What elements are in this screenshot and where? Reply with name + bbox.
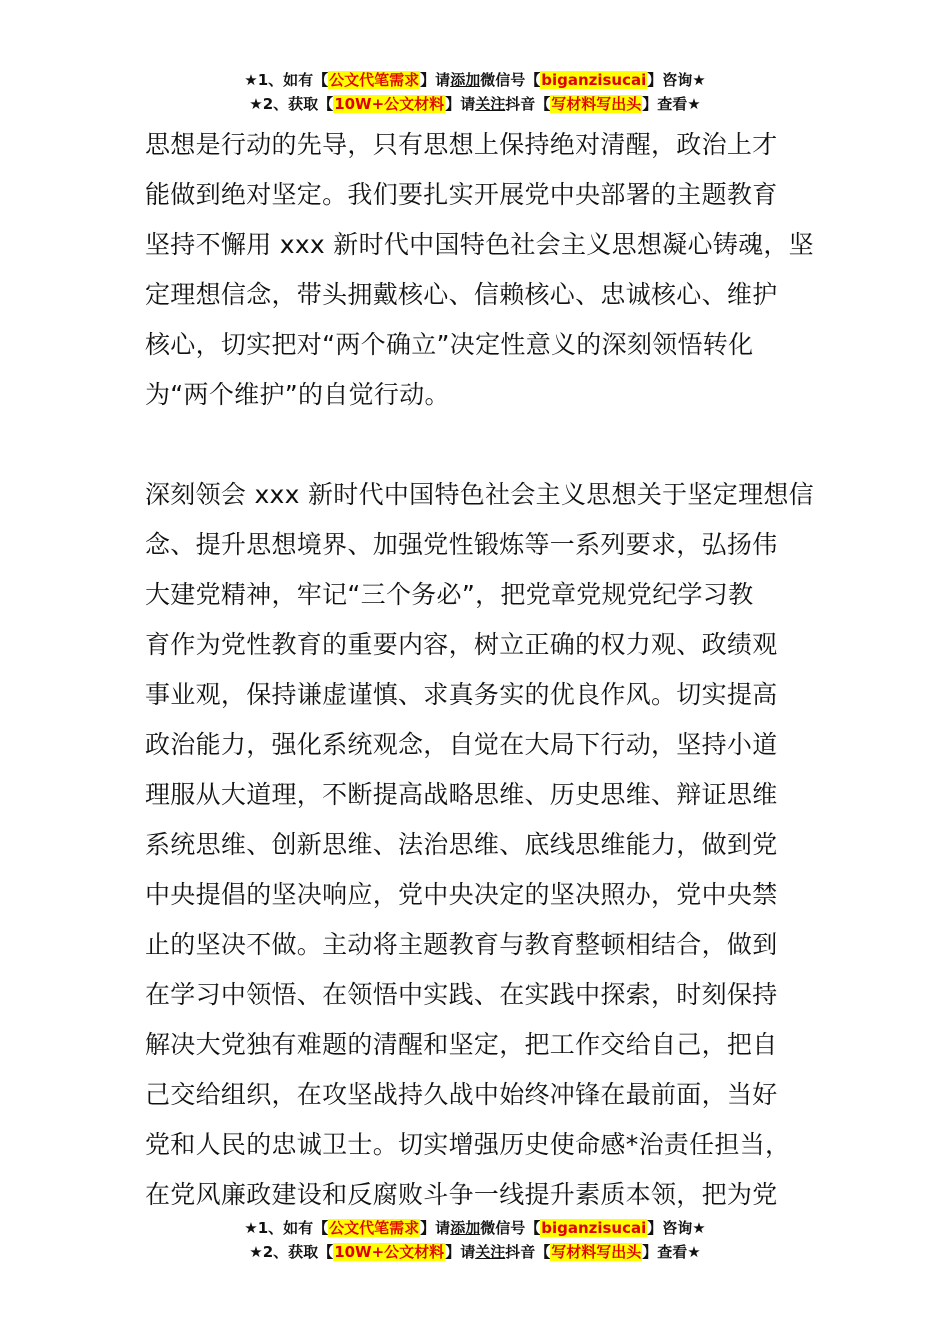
text-line: 育作为党性教育的重要内容，树立正确的权力观、政绩观 [145,630,778,659]
text-line: 在党风廉政建设和反腐败斗争一线提升素质本领，把为党 [145,1180,778,1209]
text-line: 定理想信念，带头拥戴核心、信赖核心、忠诚核心、维护 [145,280,778,309]
promo-text: 】查看★ [642,1243,701,1261]
highlight-materials: 10W+公文材料 [334,1243,445,1261]
text-line: 在学习中领悟、在领悟中实践、在实践中探索，时刻保持 [145,980,778,1009]
highlight-writing-service: 公文代笔需求 [329,71,420,89]
text-line: 大建党精神，牢记“三个务必”，把党章党规党纪学习教 [145,580,754,609]
text-line: 理服从大道理，不断提高战略思维、历史思维、辩证思维 [145,780,778,809]
underlined-text: 添加 [450,71,481,89]
text-line: 己交给组织，在攻坚战持久战中始终冲锋在最前面，当好 [145,1080,778,1109]
underlined-text: 添加 [450,1219,481,1237]
promo-text: ★1、如有【 [244,71,329,89]
body-paragraph-2 [145,470,814,1220]
highlight-douyin-id: 写材料写出头 [551,95,642,113]
body-paragraph-1 [145,120,814,420]
text-line: 为“两个维护”的自觉行动。 [145,380,450,409]
text-line: 党和人民的忠诚卫士。切实增强历史使命感*治责任担当， [145,1130,791,1159]
highlight-writing-service: 公文代笔需求 [329,1219,420,1237]
underlined-text: 关注 [475,1243,506,1261]
promo-text: 】请 [445,1243,476,1261]
promo-text: 】咨询★ [647,1219,706,1237]
text-line: 念、提升思想境界、加强党性锻炼等一系列要求，弘扬伟 [145,530,778,559]
highlight-materials: 10W+公文材料 [334,95,445,113]
text-line: 政治能力，强化系统观念，自觉在大局下行动，坚持小道 [145,730,778,759]
text-line: 系统思维、创新思维、法治思维、底线思维能力，做到党 [145,830,778,859]
highlight-wechat-id: biganzisucai [541,71,647,89]
promo-banner-bottom [0,1216,950,1264]
text-line: 解决大党独有难题的清醒和坚定，把工作交给自己，把自 [145,1030,778,1059]
text-line: 止的坚决不做。主动将主题教育与教育整顿相结合，做到 [145,930,778,959]
text-line: 核心，切实把对“两个确立”决定性意义的深刻领悟转化 [145,330,754,359]
promo-text: 】请 [420,71,451,89]
promo-line-2 [0,92,950,116]
text-line: 事业观，保持谦虚谨慎、求真务实的优良作风。切实提高 [145,680,778,709]
text-line: 能做到绝对坚定。我们要扎实开展党中央部署的主题教育 [145,180,778,209]
text-line: 深刻领会 xxx 新时代中国特色社会主义思想关于坚定理想信 [145,480,814,509]
promo-text: 微信号【 [480,1219,541,1237]
text-line: 坚持不懈用 xxx 新时代中国特色社会主义思想凝心铸魂，坚 [145,230,814,259]
promo-text: 抖音【 [505,95,551,113]
promo-text: 】查看★ [642,95,701,113]
underlined-text: 关注 [475,95,506,113]
promo-line-2 [0,1240,950,1264]
highlight-wechat-id: biganzisucai [541,1219,647,1237]
text-line: 思想是行动的先导，只有思想上保持绝对清醒，政治上才 [145,130,778,159]
text-line: 中央提倡的坚决响应，党中央决定的坚决照办，党中央禁 [145,880,778,909]
promo-text: ★2、获取【 [249,95,334,113]
highlight-douyin-id: 写材料写出头 [551,1243,642,1261]
promo-text: 抖音【 [505,1243,551,1261]
promo-line-1 [0,1216,950,1240]
promo-line-1 [0,68,950,92]
promo-banner-top [0,68,950,116]
promo-text: 微信号【 [480,71,541,89]
promo-text: ★1、如有【 [244,1219,329,1237]
promo-text: 】请 [445,95,476,113]
promo-text: ★2、获取【 [249,1243,334,1261]
promo-text: 】请 [420,1219,451,1237]
promo-text: 】咨询★ [647,71,706,89]
